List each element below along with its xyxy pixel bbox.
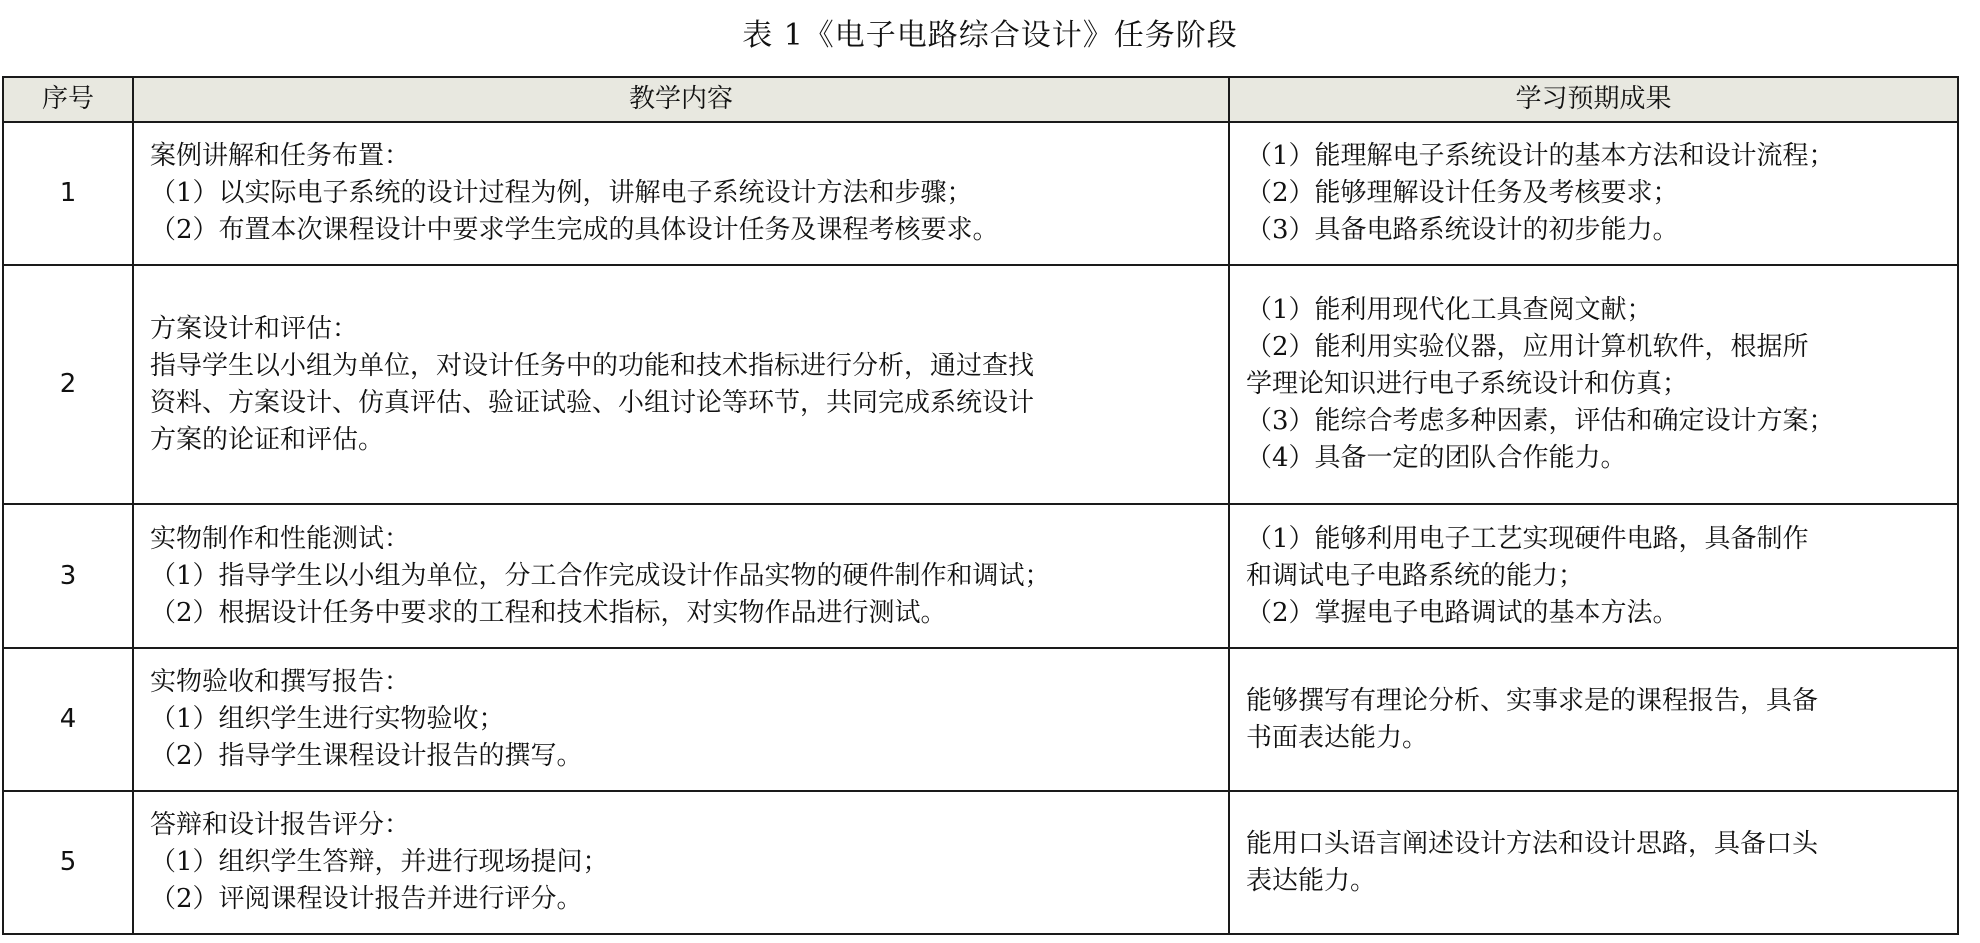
- expected-outcome-cell: [1229, 504, 1958, 648]
- table-row: [3, 265, 1958, 504]
- outcome-line: 表达能力。: [1246, 865, 1377, 896]
- row-number: 4: [3, 648, 133, 791]
- teaching-content-cell: [133, 648, 1229, 791]
- content-line: （2）评阅课程设计报告并进行评分。: [150, 884, 583, 914]
- outcome-line: （2）能利用实验仪器，应用计算机软件，根据所: [1246, 332, 1809, 362]
- task-stages-table: [2, 76, 1959, 935]
- content-line: 方案的论证和评估。: [150, 424, 385, 455]
- row-number: 5: [3, 791, 133, 934]
- content-line: 方案设计和评估：: [150, 313, 359, 344]
- content-line: 资料、方案设计、仿真评估、验证试验、小组讨论等环节，共同完成系统设计: [150, 387, 1035, 418]
- expected-outcome-cell: [1229, 122, 1958, 265]
- header-num: 序号: [3, 77, 133, 122]
- expected-outcome-cell: [1229, 265, 1958, 504]
- teaching-content-cell: [133, 265, 1229, 504]
- content-line: （2）指导学生课程设计报告的撰写。: [150, 741, 583, 771]
- outcome-line: 书面表达能力。: [1246, 722, 1429, 753]
- content-line: 案例讲解和任务布置：: [150, 141, 411, 171]
- table-row: [3, 122, 1958, 265]
- content-line: 答辩和设计报告评分：: [150, 810, 411, 840]
- content-line: （1）组织学生答辩，并进行现场提问；: [150, 847, 609, 877]
- outcome-line: （2）能够理解设计任务及考核要求；: [1246, 178, 1679, 208]
- outcome-line: （1）能够利用电子工艺实现硬件电路，具备制作: [1246, 523, 1809, 554]
- expected-outcome-cell: [1229, 648, 1958, 791]
- expected-outcome-cell: [1229, 791, 1958, 934]
- outcome-line: 和调试电子电路系统的能力；: [1246, 560, 1585, 591]
- teaching-content-cell: [133, 122, 1229, 265]
- outcome-line: （4）具备一定的团队合作能力。: [1246, 443, 1627, 473]
- content-line: 实物制作和性能测试：: [150, 523, 411, 554]
- content-line: （1）以实际电子系统的设计过程为例，讲解电子系统设计方法和步骤；: [150, 178, 973, 208]
- outcome-line: （1）能利用现代化工具查阅文献；: [1246, 295, 1653, 325]
- outcome-line: 学理论知识进行电子系统设计和仿真；: [1246, 369, 1689, 399]
- header-row: [3, 77, 1958, 122]
- table-row: [3, 648, 1958, 791]
- content-line: （1）组织学生进行实物验收；: [150, 704, 505, 734]
- outcome-line: 能够撰写有理论分析、实事求是的课程报告，具备: [1246, 685, 1819, 716]
- row-number: 1: [3, 122, 133, 265]
- outcome-line: （3）具备电路系统设计的初步能力。: [1246, 215, 1679, 245]
- row-number: 2: [3, 265, 133, 504]
- teaching-content-cell: [133, 504, 1229, 648]
- content-line: （1）指导学生以小组为单位，分工合作完成设计作品实物的硬件制作和调试；: [150, 560, 1051, 591]
- outcome-line: （3）能综合考虑多种因素，评估和确定设计方案；: [1246, 406, 1835, 436]
- table-row: [3, 791, 1958, 934]
- content-line: （2）布置本次课程设计中要求学生完成的具体设计任务及课程考核要求。: [150, 215, 999, 245]
- content-line: 指导学生以小组为单位，对设计任务中的功能和技术指标进行分析，通过查找: [150, 350, 1035, 381]
- table-caption: 表 1《电子电路综合设计》任务阶段: [742, 18, 1238, 53]
- teaching-content-cell: [133, 791, 1229, 934]
- content-line: 实物验收和撰写报告：: [150, 667, 411, 697]
- outcome-line: 能用口头语言阐述设计方法和设计思路，具备口头: [1246, 828, 1819, 859]
- header-outcome: 学习预期成果: [1229, 77, 1958, 122]
- outcome-line: （2）掌握电子电路调试的基本方法。: [1246, 597, 1679, 628]
- header-content: 教学内容: [133, 77, 1229, 122]
- table-row: [3, 504, 1958, 648]
- row-number: 3: [3, 504, 133, 648]
- content-line: （2）根据设计任务中要求的工程和技术指标，对实物作品进行测试。: [150, 597, 947, 628]
- outcome-line: （1）能理解电子系统设计的基本方法和设计流程；: [1246, 141, 1835, 171]
